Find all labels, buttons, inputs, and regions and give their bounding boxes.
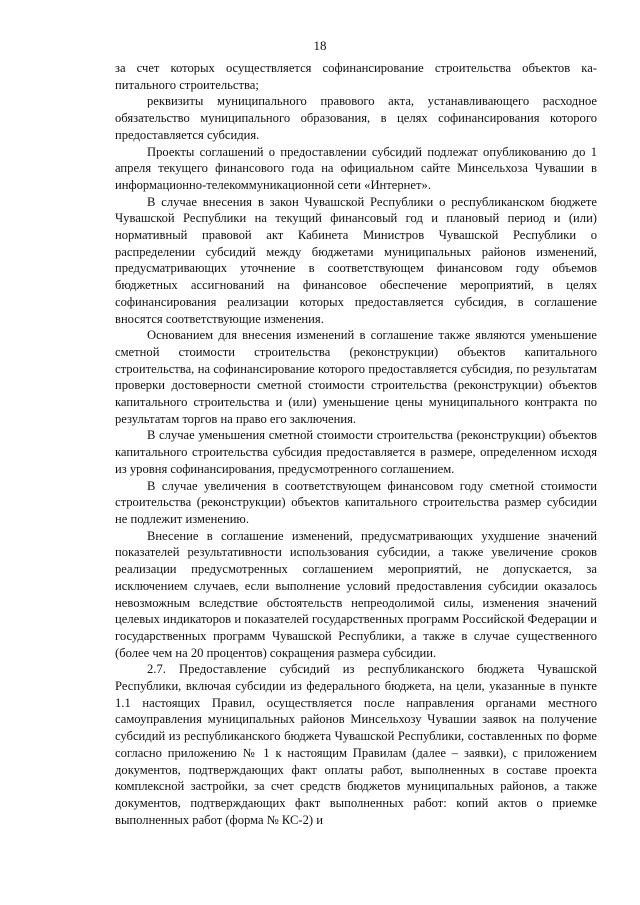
- page-number: 18: [313, 38, 327, 53]
- paragraph: В случае внесения в закон Чувашской Республики о республиканском бюджете Чувашской Республики на текущий финансовый год и плановый период и (или) нормативный правовой акт Кабинета Министров Чувашской Республики о распределении субсидий между бюджетами муниципальных районов изменений, предусматривающих уточнение в соответствующем финансовом году объемов бюджетных ассигнований на финансовое обеспечение мероприятий, в целях софинансирования реализации которых предоставляется субсидия, в соглашение вносятся соответствующие изменения.: [115, 194, 597, 326]
- paragraph: Внесение в соглашение изменений, предусматривающих ухудшение значений показателей результативности использования субсидии, а также увеличение сроков реализации предусмотренных соглашением мероприятий, не допускается, за исключением случаев, если выполнение условий предоставления субсидии оказалось невозможным вследствие обстоятельств непреодолимой силы, изменения значений целевых индикаторов и показателей государственных программ Российской Федерации и государственных программ Чувашской Республики, а также в случае существенного (более чем на 20 процентов) сокращения размера субсидии.: [115, 528, 597, 660]
- paragraph: Проекты соглашений о предоставлении субсидий подлежат опубликованию до 1 апреля текущего финансового года на официальном сайте Минсельхоза Чувашии в информационно-телекоммуникационной сети «Интернет».: [115, 144, 597, 192]
- paragraph: В случае уменьшения сметной стоимости строительства (реконструкции) объектов капитального строительства субсидия предоставляется в размере, определенном исходя из уровня софинансирования, предусмотренного соглашением.: [115, 428, 597, 476]
- paragraph: реквизиты муниципального правового акта, устанавливающего расходное обязательство муниципального образования, в целях софинансирования которого предоставляется субсидия.: [115, 94, 597, 142]
- paragraph: за счет которых осуществляется софинансирование строительства объектов капитального строительства;: [115, 61, 597, 92]
- document-body: [115, 60, 597, 828]
- paragraph: 2.7. Предоставление субсидий из республиканского бюджета Чувашской Республики, включая субсидии из федерального бюджета, на цели, указанные в пункте 1.1 настоящих Правил, осуществляется после направления органами местного самоуправления муниципальных районов Минсельхозу Чувашии заявок на получение субсидий из республиканского бюджета Чувашской Республики, составленных по форме согласно приложению № 1 к настоящим Правилам (далее – заявки), с приложением документов, подтверждающих факт оплаты работ, выполненных в составе проекта комплексной застройки, за счет средств бюджетов муниципальных районов, а также документов, подтверждающих факт выполненных работ: копий актов о приемке выполненных работ (форма № КС-2) и: [115, 662, 597, 827]
- paragraph: В случае увеличения в соответствующем финансовом году сметной стоимости строительства (реконструкции) объектов капитального строительства размер субсидии не подлежит изменению.: [115, 478, 597, 526]
- paragraph: Основанием для внесения изменений в соглашение также являются уменьшение сметной стоимости строительства (реконструкции) объектов капитального строительства, на софинансирование которого предоставляется субсидия, по результатам проверки достоверности сметной стоимости строительства (реконструкции) объектов капитального строительства и (или) уменьшение цены муниципального контракта по результатам торгов на право его заключения.: [115, 328, 597, 426]
